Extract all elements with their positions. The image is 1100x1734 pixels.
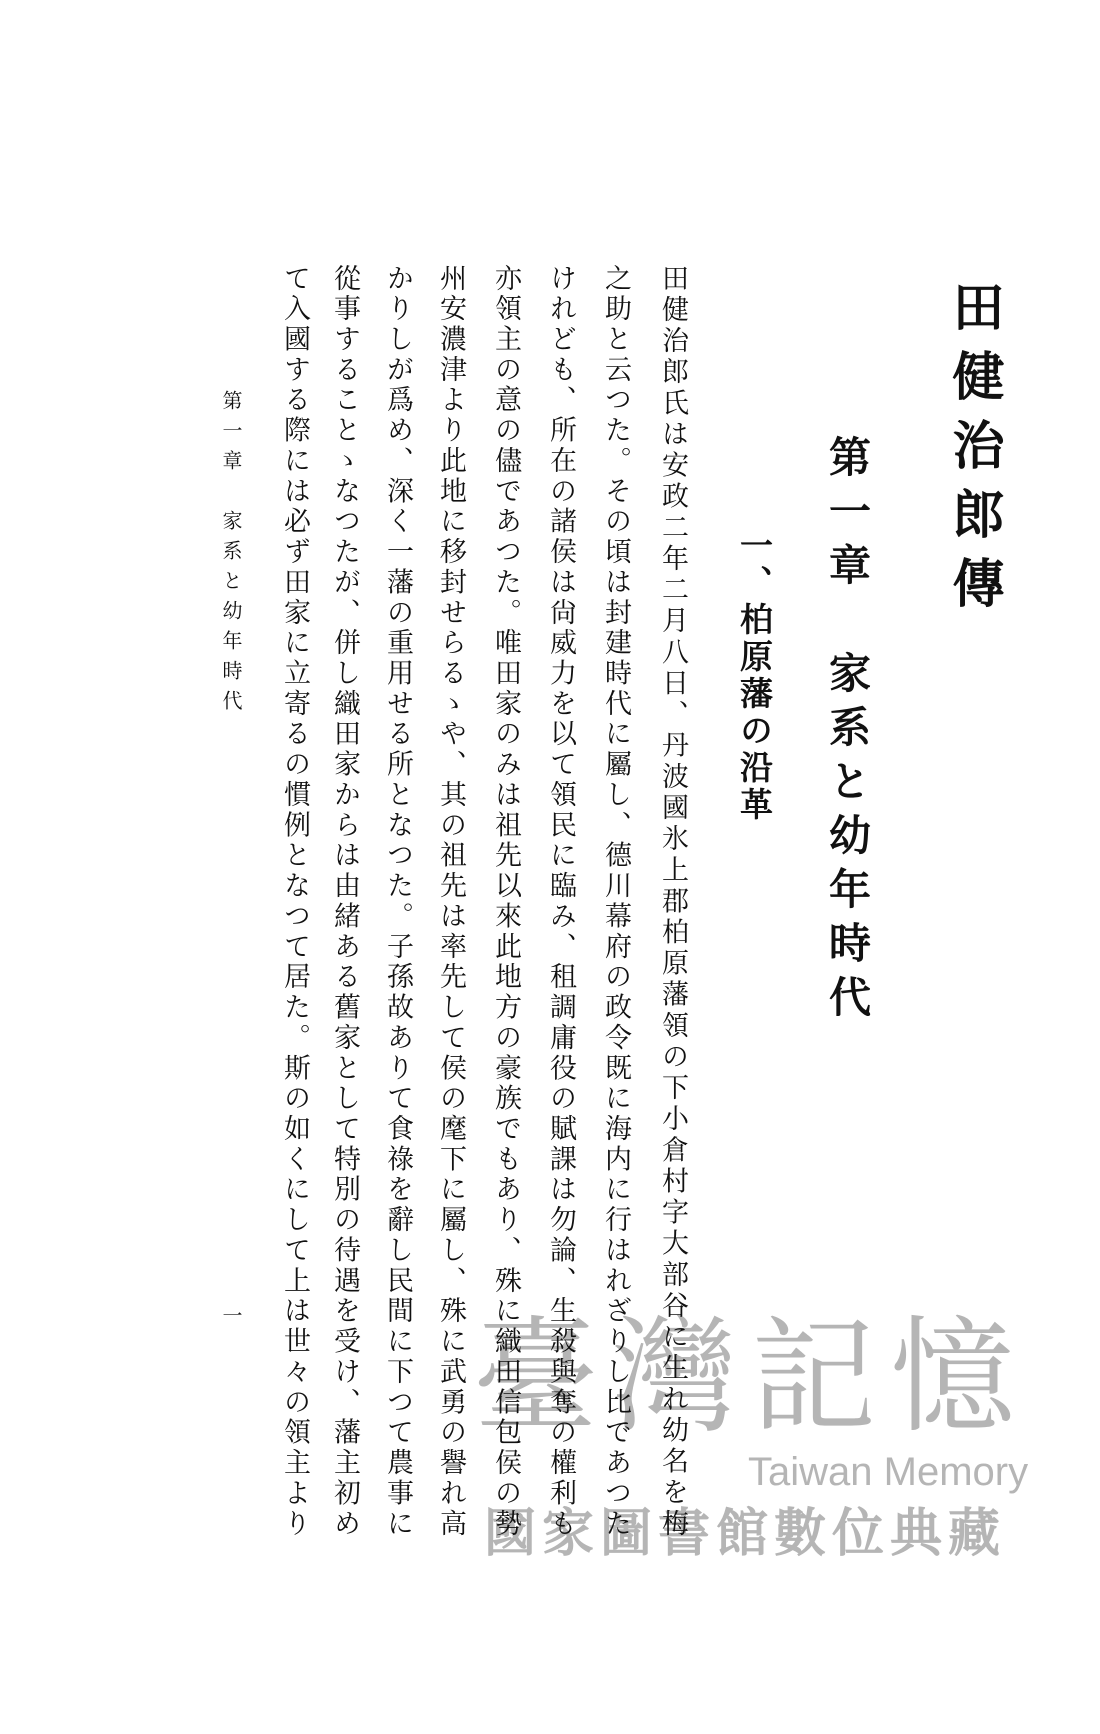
running-footer: 第一章 家系と幼年時代 <box>219 390 243 720</box>
body-column: 之助と云つた。その頃は封建時代に屬し、德川幕府の政令既に海内に行はれざりし比であつた <box>600 264 631 1536</box>
body-column: 亦領主の意の儘であつた。唯田家のみは祖先以來此地方の豪族でもあり、殊に織田信包侯の勢 <box>490 264 521 1536</box>
body-column: 從事することゝなつたが、併し織田家からは由緒ある舊家として特別の待遇を受け、藩主初め <box>329 264 360 1536</box>
body-column: 州安濃津より此地に移封せらるゝや、其の祖先は率先して侯の麾下に屬し、殊に武勇の譽れ高 <box>435 264 466 1536</box>
body-column: 田健治郎氏は安政二年二月八日、丹波國氷上郡柏原藩領の下小倉村字大部谷に生れ幼名を梅 <box>657 264 688 1536</box>
book-title: 田健治郎傳 <box>943 280 1004 625</box>
chapter-heading: 第一章 家系と幼年時代 <box>823 435 872 1029</box>
watermark-english: Taiwan Memory <box>748 1450 1029 1494</box>
section-heading: 一、柏原藩の沿革 <box>735 528 774 824</box>
body-column: て入國する際には必ず田家に立寄るの慣例となつて居た。斯の如くにして上は世々の領主より <box>279 264 310 1536</box>
watermark-institution: 國家圖書館數位典藏 <box>484 1504 1007 1564</box>
body-column: かりしが爲め、深く一藩の重用せる所となつた。子孫故ありて食祿を辭し民間に下つて農事に <box>382 264 413 1536</box>
body-column: けれども、所在の諸侯は尙威力を以て領民に臨み、租調庸役の賦課は勿論、生殺與奪の權利も <box>545 264 576 1536</box>
page-number: 一 <box>219 1305 243 1325</box>
watermark-logo: 臺灣記憶 <box>473 1305 1029 1450</box>
